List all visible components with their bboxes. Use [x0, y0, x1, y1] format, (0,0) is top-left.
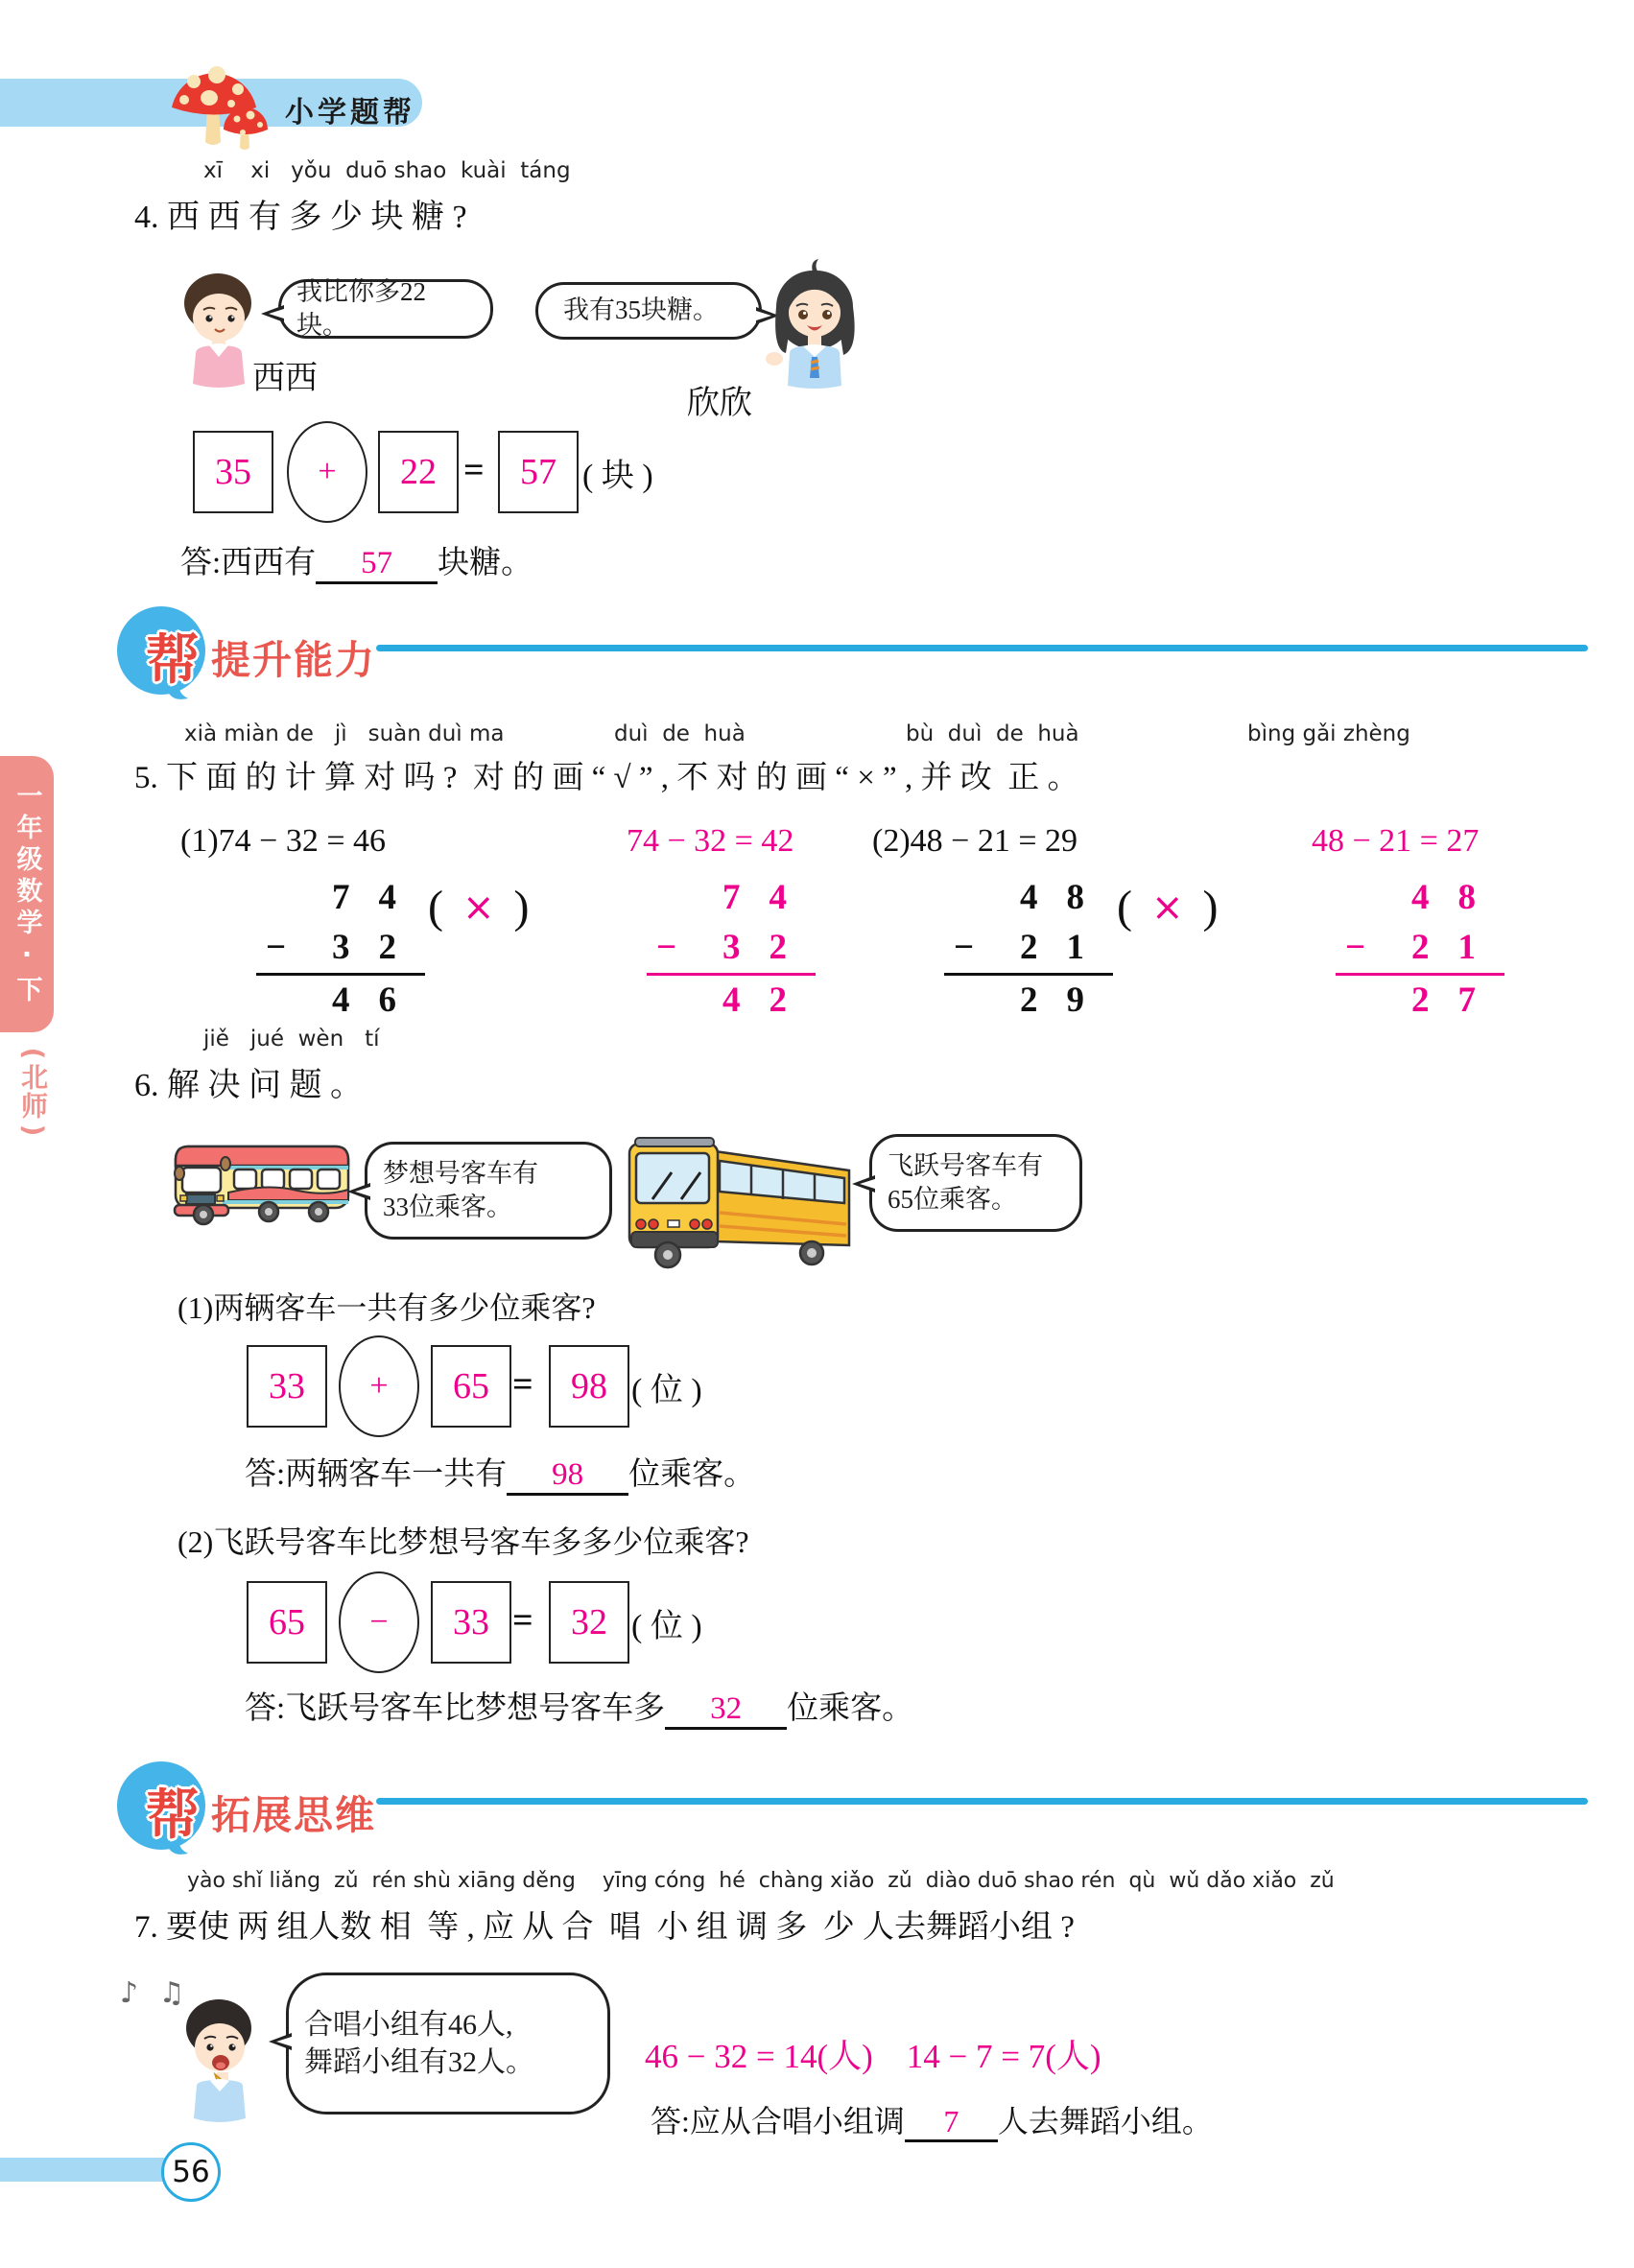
q4-number: 4. [134, 200, 159, 235]
q5-pinyin-3: bù duì de huà [906, 721, 1079, 746]
cross-mark-icon: × [1150, 885, 1184, 930]
q4-equals-sign: = [463, 450, 485, 490]
q4-unit-label: ( 块 ) [582, 459, 653, 494]
sidebar-grade-label: 一年级数学·下 [12, 781, 42, 1007]
q7-answer-line: 答:应从合唱小组调 7 人去舞蹈小组。 [651, 2097, 1213, 2142]
q5-p2-corrected-column: 48 − 21 27 [1336, 873, 1504, 1026]
page-number-badge: 56 [161, 2142, 221, 2202]
q5-question: 5. 下 面 的 计 算 对 吗 ? 对 的 画 “ √ ” , 不 对 的 画 “ × ” , 并 改 正 。 [134, 761, 1079, 795]
q6-answer2-blank: 32 [665, 1691, 787, 1730]
yellow-bus-illustration [624, 1124, 859, 1270]
q6-pinyin: jiě jué wèn tí [203, 1027, 380, 1051]
q6-eq1-unit-label: ( 位 ) [631, 1373, 702, 1408]
mushrooms-icon [156, 50, 281, 154]
q6-eq1-result-box: 98 [549, 1345, 629, 1428]
q4-operand-a-box: 35 [193, 431, 273, 513]
section2-divider [376, 1798, 1588, 1805]
q6-sub1-question: (1)两辆客车一共有多少位乘客? [178, 1290, 596, 1325]
q4-answer-line: 答:西西有 57 块糖。 [180, 537, 533, 584]
girl-name-label: 欣欣 [687, 386, 752, 421]
q4-pinyin: xī xi yǒu duō shao kuài táng [203, 158, 571, 183]
q6-eq2-unit-label: ( 位 ) [631, 1609, 702, 1644]
q6-eq1-equals-sign: = [512, 1364, 533, 1405]
q6-answer1-line: 答:两辆客车一共有 98 位乘客。 [245, 1449, 755, 1496]
section1-divider [376, 645, 1588, 651]
q6-eq2-operand-b-box: 33 [431, 1581, 511, 1664]
q7-working-equations: 46 − 32 = 14(人) 14 − 7 = 7(人) [645, 2038, 1101, 2075]
footer-bar [0, 2158, 165, 2182]
q6-eq2-operator-circle: − [339, 1571, 419, 1673]
q4-result-box: 57 [498, 431, 579, 513]
section1-badge: 帮 [146, 629, 200, 692]
q6-eq2-operand-a-box: 65 [247, 1581, 327, 1664]
q6-eq1-operand-b-box: 65 [431, 1345, 511, 1428]
leap-bus-speech-bubble: 飞跃号客车有 65位乘客。 [869, 1134, 1082, 1232]
q4-operand-b-box: 22 [378, 431, 459, 513]
section2-badge: 帮 [146, 1784, 200, 1847]
q5-p2-expression: (2)48 − 21 = 29 [872, 823, 1077, 859]
q7-pinyin: yào shǐ liǎng zǔ rén shù xiāng děng yīng cóng hé chàng xiǎo zǔ diào duō shao rén qù wǔ dǎo xiǎo zǔ [187, 1869, 1335, 1893]
section2-title: 拓展思维 [211, 1792, 376, 1838]
q7-answer-blank: 7 [905, 2104, 998, 2142]
q5-p1-judgement-mark: ( × ) [428, 882, 530, 933]
q7-question: 7. 要使 两 组人数 相 等 , 应 从 合 唱 小 组 调 多 少 人去舞蹈小组 ? [134, 1910, 1075, 1945]
q5-p1-expression: (1)74 − 32 = 46 [180, 823, 386, 859]
q6-answer2-line: 答:飞跃号客车比梦想号客车多 32 位乘客。 [245, 1683, 913, 1730]
q5-p2-judgement-mark: ( × ) [1117, 882, 1219, 933]
q6-sub2-question: (2)飞跃号客车比梦想号客车多多少位乘客? [178, 1524, 749, 1559]
music-notes-icon: ♪ ♫ [120, 1976, 191, 2010]
boy-speech-bubble: 我比你多22块。 [278, 279, 493, 339]
sidebar-publisher-label: ( 北师 ) [16, 1047, 49, 1137]
q5-pinyin-1: xià miàn de jì suàn duì ma [184, 721, 505, 746]
section1-title: 提升能力 [211, 637, 376, 683]
choir-speech-bubble: 合唱小组有46人, 舞蹈小组有32人。 [286, 1973, 610, 2114]
q5-p2-corrected-expression: 48 − 21 = 27 [1312, 823, 1480, 859]
q6-question: 6. 解 决 问 题 。 [134, 1068, 363, 1103]
q6-eq2-equals-sign: = [512, 1600, 533, 1641]
sidebar-grade-tab [0, 756, 54, 1032]
q4-operator-circle: + [287, 421, 367, 523]
singing-boy-illustration [171, 1992, 272, 2126]
q5-p1-column-subtraction: 74 − 32 46 [256, 873, 425, 1026]
q5-p1-corrected-column: 74 − 32 42 [647, 873, 816, 1026]
boy-name-label: 西西 [252, 361, 318, 396]
brand-title: 小学题帮 [285, 96, 415, 130]
q6-answer1-blank: 98 [507, 1457, 628, 1496]
q4-answer-blank: 57 [316, 546, 438, 584]
q5-pinyin-2: duì de huà [614, 721, 746, 746]
cross-mark-icon: × [462, 885, 495, 930]
q6-eq1-operand-a-box: 33 [247, 1345, 327, 1428]
q5-p2-column-subtraction: 48 − 21 29 [944, 873, 1113, 1026]
girl-xinxin-illustration [761, 257, 870, 393]
dream-bus-speech-bubble: 梦想号客车有 33位乘客。 [365, 1142, 612, 1240]
red-bus-illustration [173, 1135, 355, 1226]
girl-speech-bubble: 我有35块糖。 [535, 282, 762, 340]
q4-question: 4. 西 西 有 多 少 块 糖 ? [134, 200, 467, 235]
q5-p1-corrected-expression: 74 − 32 = 42 [627, 823, 794, 859]
q6-eq1-operator-circle: + [339, 1335, 419, 1437]
q5-pinyin-4: bìng gǎi zhèng [1247, 721, 1410, 746]
q6-eq2-result-box: 32 [549, 1581, 629, 1664]
